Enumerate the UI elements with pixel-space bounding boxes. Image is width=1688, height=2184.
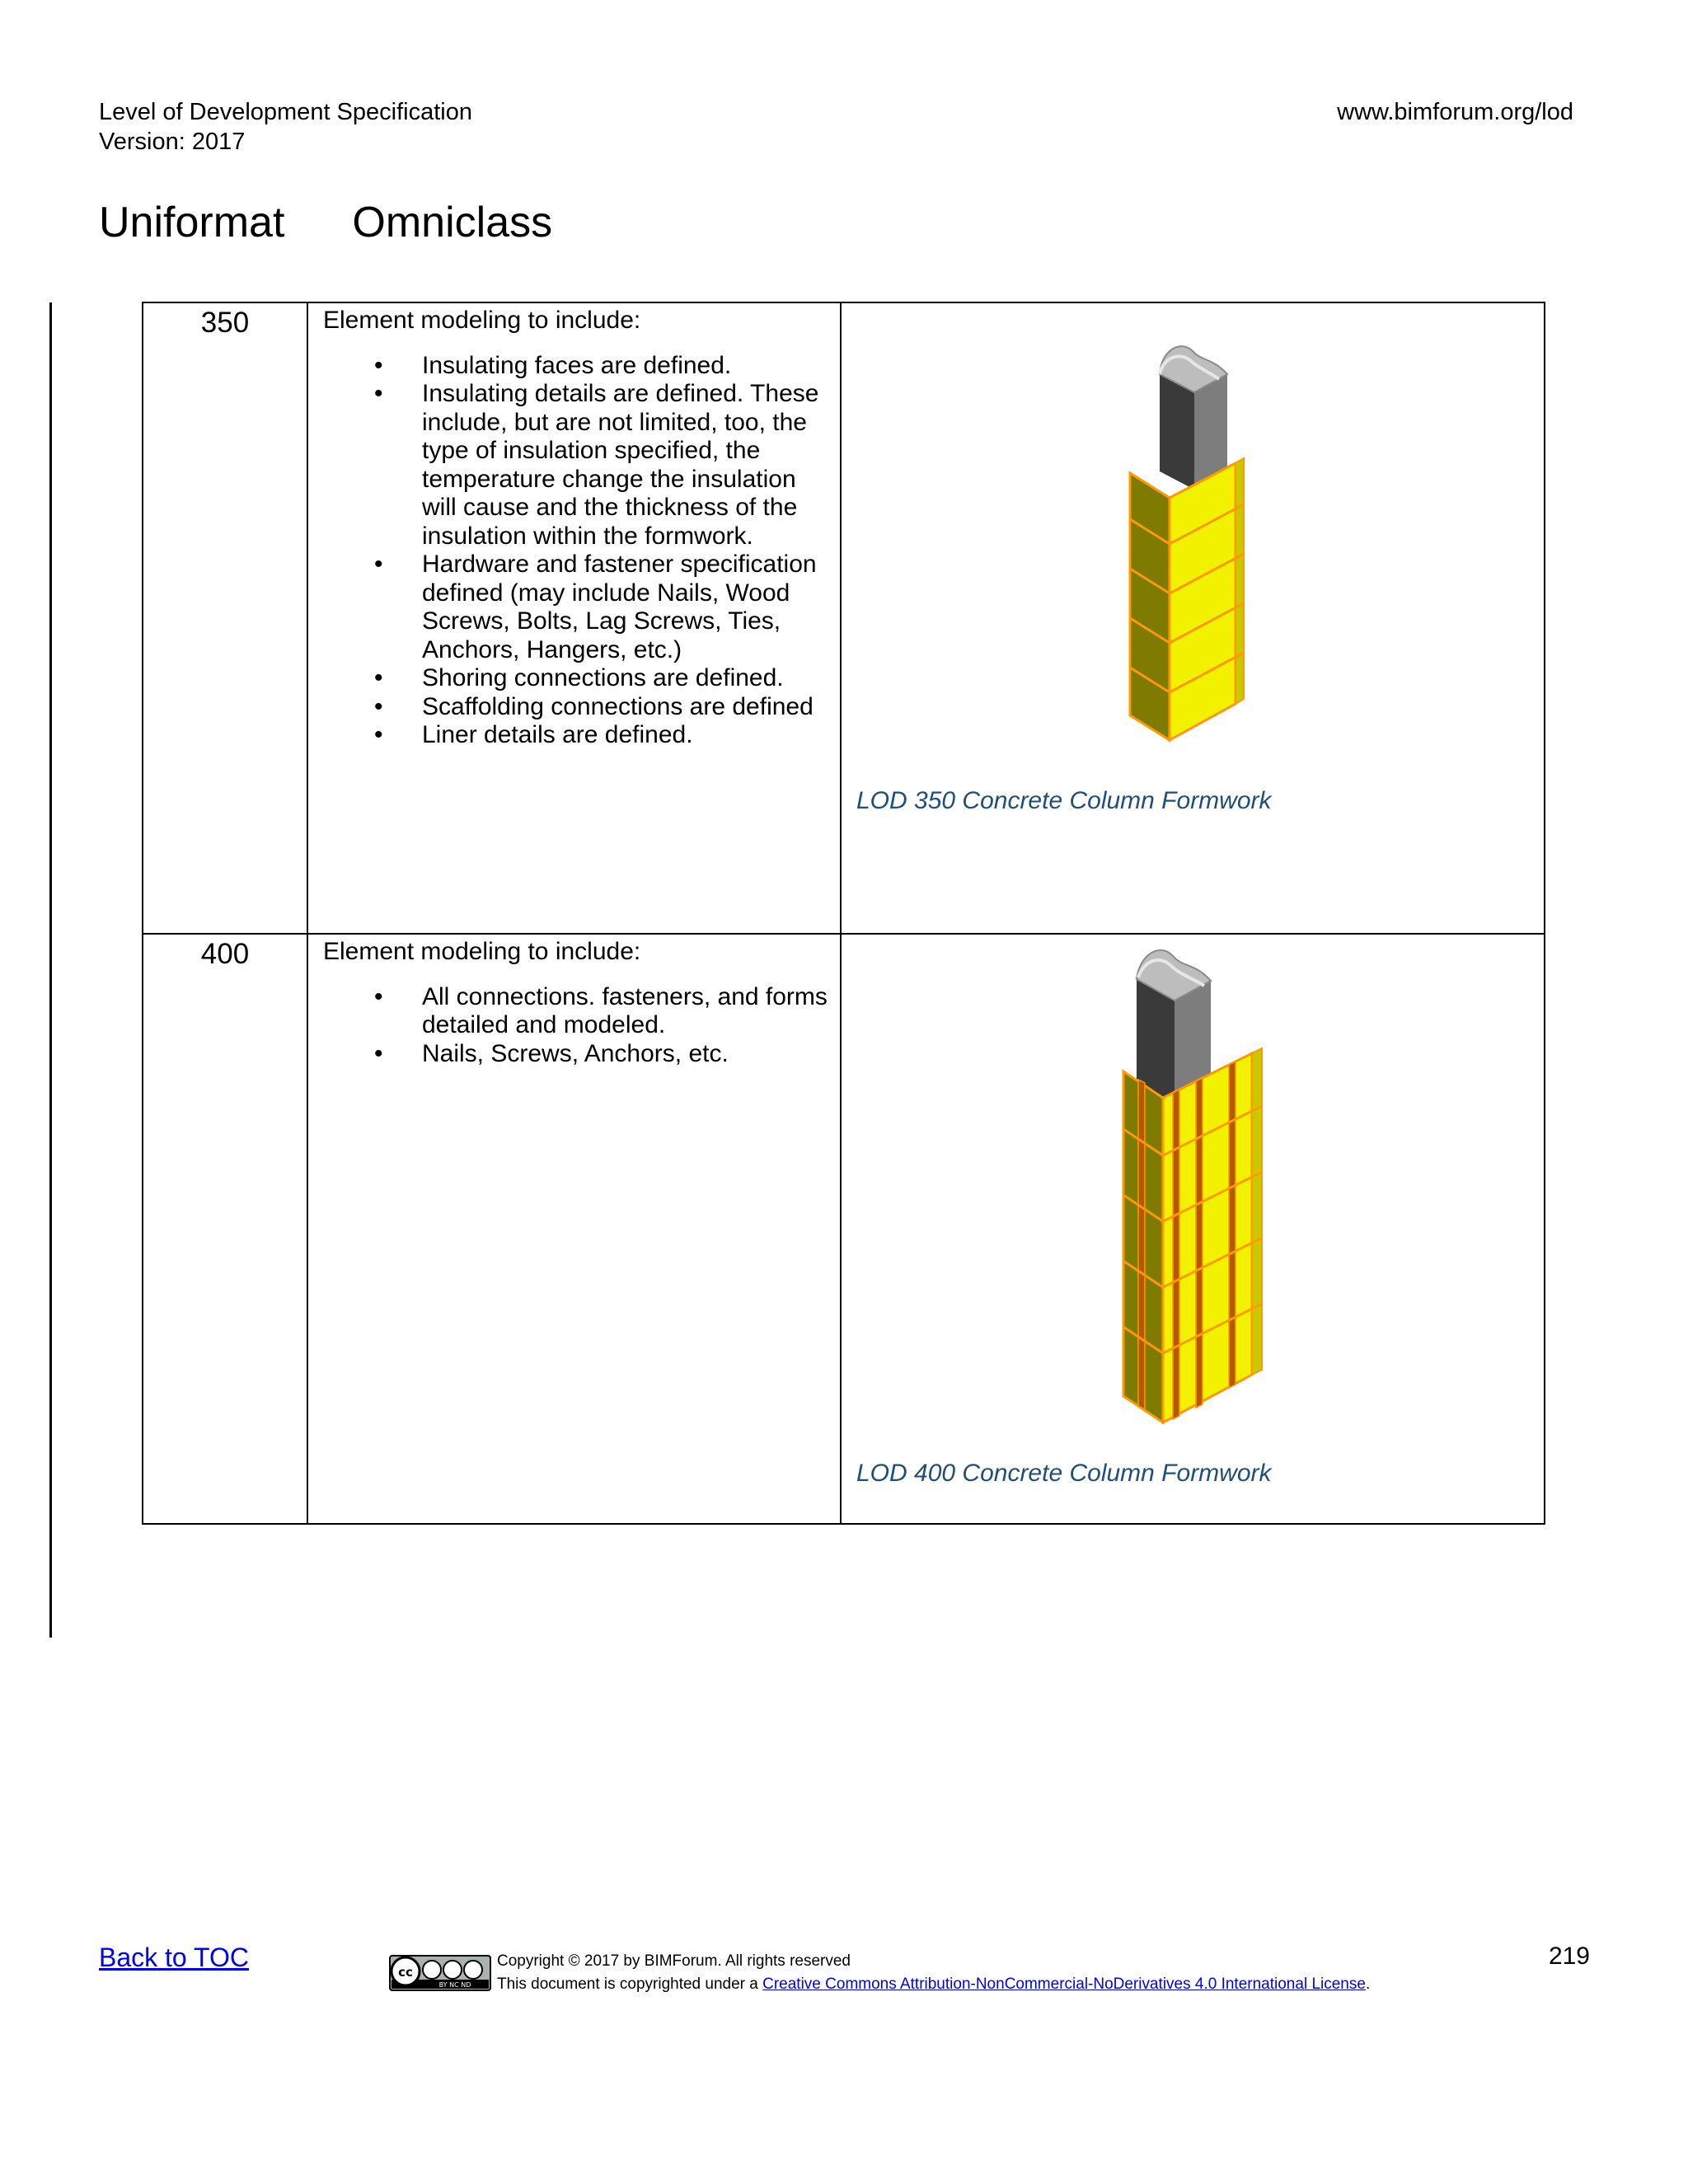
page-number: 219 (1548, 1943, 1590, 1970)
list-item: • Shoring connections are defined. (374, 664, 784, 691)
back-to-toc-link[interactable]: Back to TOC (99, 1943, 249, 1972)
lod-400-formwork-illustration (1114, 938, 1278, 1449)
bullet-icon: • (374, 351, 383, 379)
table-row (143, 934, 1545, 1524)
heading-omniclass: Omniclass (352, 199, 553, 246)
creative-commons-badge (389, 1955, 491, 1991)
lod-350-formwork-illustration (1122, 333, 1270, 762)
description-intro: Element modeling to include: (323, 938, 641, 965)
list-item: • Insulating details are defined. These include, but are not limited, too, the type of insulation specified, the temperature change the insulation will cause and the thickness of the insulation within the formwork. (374, 380, 819, 550)
table-row (143, 302, 1545, 934)
svg-text:cc: cc (398, 1965, 413, 1980)
bullet-icon: • (374, 1039, 383, 1067)
list-item: • All connections. fasteners, and forms detailed and modeled. (374, 982, 828, 1038)
description-intro: Element modeling to include: (323, 307, 641, 334)
license-link[interactable]: Creative Commons Attribution-NonCommercial-NoDerivatives 4.0 International License (762, 1975, 1366, 1993)
description-cell (307, 302, 841, 934)
header-url: www.bimforum.org/lod (1337, 99, 1573, 125)
bullet-icon: • (374, 380, 383, 407)
heading-uniformat: Uniformat (99, 199, 285, 246)
lod-table (142, 302, 1545, 1525)
bullet-icon: • (374, 721, 383, 748)
list-item: • Hardware and fastener specification defined (may include Nails, Wood Screws, Bolts, Lag Screws, Ties, Anchors, Hangers, etc.) (374, 551, 817, 663)
document-version: Version: 2017 (99, 129, 246, 155)
list-item: • Nails, Screws, Anchors, etc. (374, 1039, 729, 1067)
cc-badge-label: BY NC ND (438, 1981, 471, 1989)
lod-number-cell (143, 934, 307, 1524)
requirement-list (323, 983, 840, 1069)
list-item: • Insulating faces are defined. (374, 351, 732, 379)
lod-number: 350 (200, 307, 250, 339)
requirement-list (323, 352, 840, 750)
lod-number: 400 (200, 938, 250, 970)
document-header (99, 97, 472, 157)
document-title: Level of Development Specification (99, 99, 472, 125)
description-cell (307, 934, 841, 1524)
list-item: • Scaffolding connections are defined (374, 692, 814, 720)
bullet-icon: • (374, 551, 383, 578)
list-item: • Liner details are defined. (374, 721, 693, 748)
lod-number-cell (143, 302, 307, 934)
column-headings (99, 196, 552, 249)
copyright-notice (497, 1950, 1370, 1996)
bullet-icon: • (374, 692, 383, 720)
figure-cell (841, 934, 1545, 1524)
bullet-icon: • (374, 982, 383, 1010)
revision-change-bar (49, 302, 52, 1638)
figure-caption: LOD 350 Concrete Column Formwork (856, 787, 1272, 814)
license-line: This document is copyrighted under a Creative Commons Attribution-NonCommercial-NoDerivatives 4.0 International License. (497, 1975, 1371, 1993)
copyright-line: Copyright © 2017 by BIMForum. All rights reserved (497, 1952, 851, 1970)
figure-cell (841, 302, 1545, 934)
figure-caption: LOD 400 Concrete Column Formwork (856, 1460, 1272, 1487)
bullet-icon: • (374, 664, 383, 691)
